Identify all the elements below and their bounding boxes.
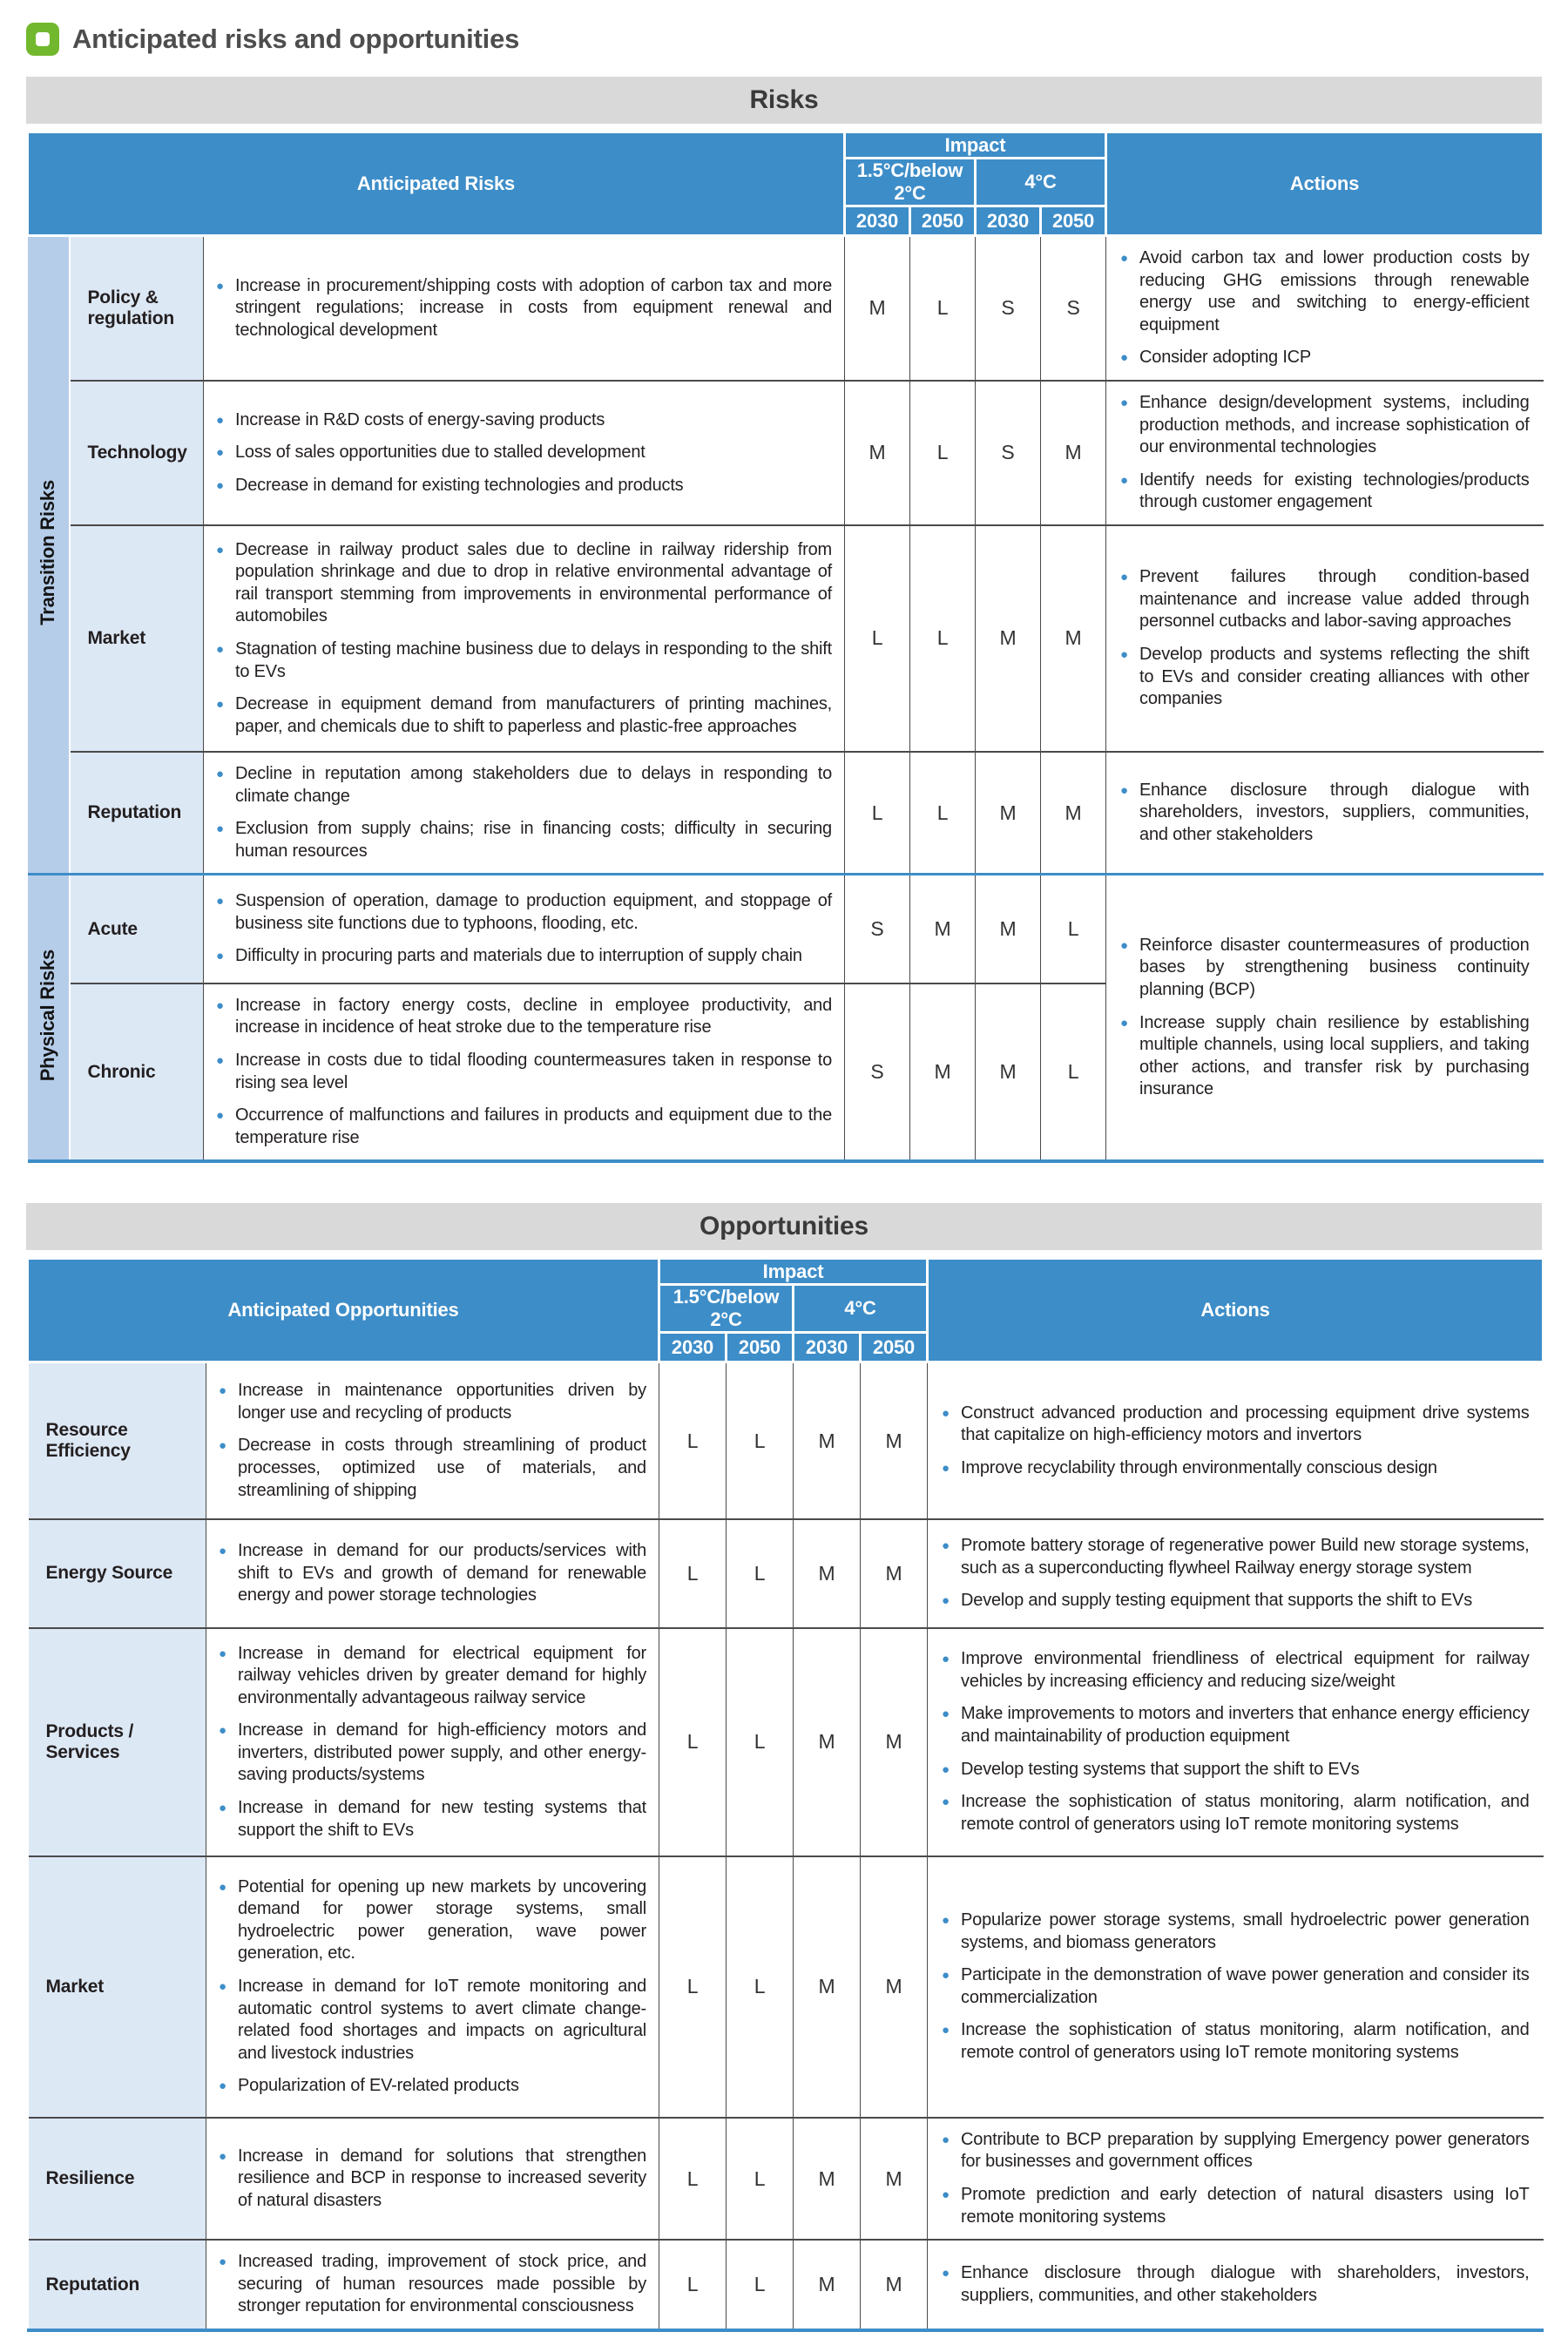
risk-description — [204, 525, 845, 752]
bullet-icon — [216, 818, 228, 862]
bullet-icon — [219, 1435, 231, 1502]
opportunity-description — [206, 2118, 659, 2240]
impact-value: L — [727, 2240, 794, 2330]
list-item: ● Identify needs for existing technologies/products through customer engagement — [1120, 470, 1530, 514]
impact-value: L — [727, 1856, 794, 2118]
opportunity-category: Market — [28, 1856, 206, 2118]
bullet-icon — [942, 2129, 954, 2173]
bullet-icon — [1120, 1012, 1132, 1101]
risks-section-title: Risks — [749, 85, 819, 114]
opportunity-category: Resilience — [28, 2118, 206, 2240]
list-item: ● Increase in demand for IoT remote monitoring and automatic control systems to avert climate change-related food shortages and impacts on agricultural and livestock industries — [219, 1976, 646, 2065]
bullet-icon — [219, 1976, 231, 2065]
bullet-icon — [942, 2262, 954, 2307]
impact-value: M — [794, 2240, 861, 2330]
bullet-icon — [942, 1791, 954, 1835]
impact-value: S — [976, 236, 1041, 381]
risk-actions-physical — [1106, 875, 1544, 1162]
year-header: 2050 — [727, 1333, 794, 1362]
table-row — [28, 525, 1544, 752]
bullet-icon — [1120, 247, 1132, 336]
bullet-icon — [942, 1703, 954, 1747]
bullet-icon — [216, 639, 228, 683]
impact-value: L — [659, 1628, 727, 1856]
scenario-header-4c: 4°C — [794, 1285, 928, 1333]
list-item: ● Promote battery storage of regenerative power Build new storage systems, such as a superconducting flywheel Railway energy storage system — [942, 1535, 1530, 1579]
year-header: 2030 — [845, 206, 910, 236]
bullet-icon — [216, 275, 228, 342]
impact-value: M — [794, 1519, 861, 1628]
opportunity-actions — [928, 2118, 1544, 2240]
impact-value: L — [910, 381, 976, 525]
page-header — [0, 0, 1568, 56]
impact-value: M — [861, 1856, 928, 2118]
bullet-icon — [216, 442, 228, 464]
list-item: ● Increase in demand for our products/services with shift to EVs and growth of demand for renewable energy and power storage technologies — [219, 1540, 646, 1607]
opportunity-category: Energy Source — [28, 1519, 206, 1628]
bullet-icon — [942, 2019, 954, 2064]
col-header-anticipated-opportunities: Anticipated Opportunities — [28, 1259, 659, 1362]
bullet-icon — [216, 945, 228, 968]
impact-value: M — [1041, 525, 1106, 752]
bullet-icon — [219, 2251, 231, 2318]
page-title: Anticipated risks and opportunities — [72, 24, 520, 54]
opportunity-description — [206, 1856, 659, 2118]
scenario-header-15c: 1.5°C/below 2°C — [845, 159, 976, 206]
year-header: 2050 — [1041, 206, 1106, 236]
opportunity-actions — [928, 1856, 1544, 2118]
bullet-icon — [219, 1540, 231, 1607]
impact-value: L — [910, 752, 976, 875]
bullet-icon — [219, 1720, 231, 1787]
bullet-icon — [942, 1590, 954, 1612]
list-item: ● Develop products and systems reflecting the shift to EVs and consider creating alliances with other companies — [1120, 644, 1530, 711]
col-header-impact: Impact — [659, 1259, 928, 1285]
year-header: 2050 — [910, 206, 976, 236]
impact-value: L — [1041, 983, 1106, 1162]
impact-value: L — [727, 2118, 794, 2240]
impact-value: S — [845, 983, 910, 1162]
list-item: ● Increase in R&D costs of energy-saving products — [216, 409, 832, 432]
col-header-anticipated-risks: Anticipated Risks — [28, 132, 845, 236]
table-row — [28, 236, 1544, 381]
bullet-icon — [216, 539, 228, 628]
impact-value: M — [861, 1628, 928, 1856]
bullet-icon — [216, 995, 228, 1039]
risk-category: Acute — [70, 875, 204, 983]
opportunities-section-title: Opportunities — [699, 1212, 869, 1241]
list-item: ● Contribute to BCP preparation by supplying Emergency power generators for businesses and government offices — [942, 2129, 1530, 2173]
bullet-icon — [1120, 780, 1132, 847]
list-item: ● Increase in factory energy costs, decline in employee productivity, and increase in incidence of heat stroke due to the temperature rise — [216, 995, 832, 1039]
bullet-icon — [942, 1910, 954, 1954]
bullet-icon — [216, 409, 228, 432]
opportunity-description — [206, 1362, 659, 1519]
opportunities-section-bar — [26, 1203, 1542, 1250]
list-item: ● Decrease in demand for existing technologies and products — [216, 475, 832, 497]
list-item: ● Increase in demand for high-efficiency motors and inverters, distributed power supply, and other energy-saving products/systems — [219, 1720, 646, 1787]
impact-value: M — [976, 525, 1041, 752]
list-item: ● Improve recyclability through environmentally conscious design — [942, 1457, 1530, 1480]
list-item: ● Increase in maintenance opportunities driven by longer use and recycling of products — [219, 1380, 646, 1424]
risk-category: Chronic — [70, 983, 204, 1162]
impact-value: L — [727, 1519, 794, 1628]
list-item: ● Suspension of operation, damage to production equipment, and stoppage of business site functions due to typhoons, flooding, etc. — [216, 890, 832, 935]
opportunity-actions — [928, 1362, 1544, 1519]
table-row — [28, 381, 1544, 525]
list-item: ● Stagnation of testing machine business due to delays in responding to the shift to EVs — [216, 639, 832, 683]
list-item: ● Avoid carbon tax and lower production costs by reducing GHG emissions through renewable energy use and switching to energy-efficient equipment — [1120, 247, 1530, 336]
risk-category: Policy & regulation — [70, 236, 204, 381]
bullet-icon — [1120, 392, 1132, 459]
impact-value: L — [1041, 875, 1106, 983]
list-item: ● Promote prediction and early detection of natural disasters using IoT remote monitoring systems — [942, 2184, 1530, 2228]
bullet-icon — [219, 1797, 231, 1842]
list-item: ● Prevent failures through condition-based maintenance and increase value added through personnel cutbacks and labor-saving approaches — [1120, 566, 1530, 633]
bullet-icon — [216, 890, 228, 935]
list-item: ● Increase in demand for new testing systems that support the shift to EVs — [219, 1797, 646, 1842]
risk-category: Market — [70, 525, 204, 752]
impact-value: M — [976, 983, 1041, 1162]
risk-category: Reputation — [70, 752, 204, 875]
impact-value: M — [794, 1362, 861, 1519]
bullet-icon — [219, 1643, 231, 1710]
year-header: 2030 — [794, 1333, 861, 1362]
scenario-header-15c: 1.5°C/below 2°C — [659, 1285, 794, 1333]
impact-value: M — [794, 2118, 861, 2240]
list-item: ● Decline in reputation among stakeholders due to delays in responding to climate change — [216, 763, 832, 808]
opportunity-actions — [928, 2240, 1544, 2330]
list-item: ● Occurrence of malfunctions and failures in products and equipment due to the temperature rise — [216, 1105, 832, 1149]
bullet-icon — [942, 1648, 954, 1693]
bullet-icon — [942, 1759, 954, 1781]
list-item: ● Increase the sophistication of status monitoring, alarm notification, and remote control of generators using IoT remote monitoring systems — [942, 2019, 1530, 2064]
list-item: ● Increase supply chain resilience by establishing multiple channels, using local suppliers, and taking other actions, and transfer risk by purchasing insurance — [1120, 1012, 1530, 1101]
list-item: ● Consider adopting ICP — [1120, 347, 1530, 369]
impact-value: M — [861, 1519, 928, 1628]
impact-value: L — [845, 525, 910, 752]
impact-value: L — [659, 2240, 727, 2330]
impact-value: M — [845, 236, 910, 381]
bullet-icon — [216, 1050, 228, 1094]
impact-value: M — [976, 875, 1041, 983]
bullet-icon — [1120, 566, 1132, 633]
impact-value: L — [910, 236, 976, 381]
list-item: ● Increase in procurement/shipping costs with adoption of carbon tax and more stringent regulations; increase in costs from equipment renewal and technological development — [216, 275, 832, 342]
impact-value: M — [845, 381, 910, 525]
bullet-icon — [1120, 470, 1132, 514]
bullet-icon — [942, 2184, 954, 2228]
risk-description — [204, 752, 845, 875]
bullet-icon — [1120, 935, 1132, 1002]
list-item: ● Develop and supply testing equipment that supports the shift to EVs — [942, 1590, 1530, 1612]
col-header-actions: Actions — [928, 1259, 1544, 1362]
col-header-actions: Actions — [1106, 132, 1544, 236]
list-item: ● Popularization of EV-related products — [219, 2075, 646, 2098]
bullet-icon — [219, 1876, 231, 1965]
bullet-icon — [216, 693, 228, 738]
bullet-icon — [1120, 644, 1132, 711]
list-item: ● Popularize power storage systems, small hydroelectric power generation systems, and biomass generators — [942, 1910, 1530, 1954]
list-item: ● Difficulty in procuring parts and materials due to interruption of supply chain — [216, 945, 832, 968]
impact-value: M — [1041, 752, 1106, 875]
impact-value: L — [659, 1519, 727, 1628]
year-header: 2030 — [659, 1333, 727, 1362]
risk-description — [204, 983, 845, 1162]
list-item: ● Potential for opening up new markets by uncovering demand for power storage systems, small hydroelectric power generation, wave power generation, etc. — [219, 1876, 646, 1965]
opportunity-description — [206, 1628, 659, 1856]
risk-actions — [1106, 525, 1544, 752]
impact-value: S — [845, 875, 910, 983]
list-item: ● Increase in demand for solutions that strengthen resilience and BCP in response to increased severity of natural disasters — [219, 2146, 646, 2213]
opportunity-category: Products / Services — [28, 1628, 206, 1856]
opportunities-table — [26, 1257, 1544, 2332]
bullet-icon — [216, 475, 228, 497]
impact-value: M — [794, 1856, 861, 2118]
year-header: 2030 — [976, 206, 1041, 236]
risks-section-bar — [26, 77, 1542, 124]
section-icon — [26, 23, 59, 56]
bullet-icon — [942, 1964, 954, 2009]
impact-value: L — [659, 1362, 727, 1519]
risk-description — [204, 236, 845, 381]
list-item: ● Decrease in equipment demand from manufacturers of printing machines, paper, and chemicals due to shift to paperless and plastic-free approaches — [216, 693, 832, 738]
scenario-header-4c: 4°C — [976, 159, 1106, 206]
list-item: ● Reinforce disaster countermeasures of production bases by strengthening business continuity planning (BCP) — [1120, 935, 1530, 1002]
table-row — [28, 1856, 1544, 2118]
col-header-impact: Impact — [845, 132, 1106, 159]
opportunity-description — [206, 2240, 659, 2330]
list-item: ● Increase the sophistication of status monitoring, alarm notification, and remote control of generators using IoT remote monitoring systems — [942, 1791, 1530, 1835]
opportunity-category: Reputation — [28, 2240, 206, 2330]
impact-value: M — [910, 875, 976, 983]
impact-value: M — [1041, 381, 1106, 525]
table-row — [28, 2240, 1544, 2330]
opportunity-actions — [928, 1628, 1544, 1856]
list-item: ● Increased trading, improvement of stock price, and securing of human resources made possible by stronger reputation for environmental consciousness — [219, 2251, 646, 2318]
impact-value: M — [910, 983, 976, 1162]
impact-value: S — [1041, 236, 1106, 381]
year-header: 2050 — [861, 1333, 928, 1362]
impact-value: L — [727, 1628, 794, 1856]
risks-table — [26, 131, 1544, 1163]
list-item: ● Enhance disclosure through dialogue with shareholders, investors, suppliers, communities, and other stakeholders — [942, 2262, 1530, 2307]
table-row — [28, 1628, 1544, 1856]
list-item: ● Improve environmental friendliness of electrical equipment for railway vehicles by increasing efficiency and reducing size/weight — [942, 1648, 1530, 1693]
bullet-icon — [219, 2075, 231, 2098]
impact-value: M — [861, 1362, 928, 1519]
bullet-icon — [216, 763, 228, 808]
list-item: ● Increase in costs due to tidal flooding countermeasures taken in response to rising sea level — [216, 1050, 832, 1094]
impact-value: M — [794, 1628, 861, 1856]
list-item: ● Decrease in railway product sales due to decline in railway ridership from population shrinkage and due to drop in relative environmental advantage of rail transport stemming from improvements in environmental performance of automobiles — [216, 539, 832, 628]
list-item: ● Increase in demand for electrical equipment for railway vehicles driven by greater demand for highly environmentally advantageous railway service — [219, 1643, 646, 1710]
risk-category: Technology — [70, 381, 204, 525]
risk-actions — [1106, 381, 1544, 525]
impact-value: L — [727, 1362, 794, 1519]
list-item: ● Enhance design/development systems, including production methods, and increase sophistication of our environmental technologies — [1120, 392, 1530, 459]
impact-value: L — [659, 1856, 727, 2118]
list-item: ● Decrease in costs through streamlining of product processes, optimized use of materials, and streamlining of shipping — [219, 1435, 646, 1502]
impact-value: L — [659, 2118, 727, 2240]
list-item: ● Construct advanced production and processing equipment drive systems that capitalize on high-efficiency motors and invertors — [942, 1403, 1530, 1447]
risk-actions — [1106, 236, 1544, 381]
opportunity-category: Resource Efficiency — [28, 1362, 206, 1519]
impact-value: S — [976, 381, 1041, 525]
table-row — [28, 1362, 1544, 1519]
bullet-icon — [216, 1105, 228, 1149]
table-row — [28, 2118, 1544, 2240]
risk-actions — [1106, 752, 1544, 875]
risk-group-physical: Physical Risks — [28, 875, 70, 1162]
table-row — [28, 875, 1544, 983]
table-row — [28, 1519, 1544, 1628]
list-item: ● Develop testing systems that support the shift to EVs — [942, 1759, 1530, 1781]
bullet-icon — [942, 1457, 954, 1480]
bullet-icon — [1120, 347, 1132, 369]
opportunity-actions — [928, 1519, 1544, 1628]
bullet-icon — [942, 1535, 954, 1579]
impact-value: L — [910, 525, 976, 752]
opportunity-description — [206, 1519, 659, 1628]
bullet-icon — [219, 2146, 231, 2213]
bullet-icon — [942, 1403, 954, 1447]
risk-description — [204, 875, 845, 983]
risk-group-transition: Transition Risks — [28, 236, 70, 875]
risk-description — [204, 381, 845, 525]
list-item: ● Participate in the demonstration of wave power generation and consider its commercialization — [942, 1964, 1530, 2009]
impact-value: M — [861, 2118, 928, 2240]
impact-value: M — [861, 2240, 928, 2330]
impact-value: L — [845, 752, 910, 875]
list-item: ● Make improvements to motors and inverters that enhance energy efficiency and maintainability of production equipment — [942, 1703, 1530, 1747]
list-item: ● Loss of sales opportunities due to stalled development — [216, 442, 832, 464]
bullet-icon — [219, 1380, 231, 1424]
list-item: ● Exclusion from supply chains; rise in financing costs; difficulty in securing human resources — [216, 818, 832, 862]
impact-value: M — [976, 752, 1041, 875]
table-row — [28, 752, 1544, 875]
list-item: ● Enhance disclosure through dialogue with shareholders, investors, suppliers, communities, and other stakeholders — [1120, 780, 1530, 847]
